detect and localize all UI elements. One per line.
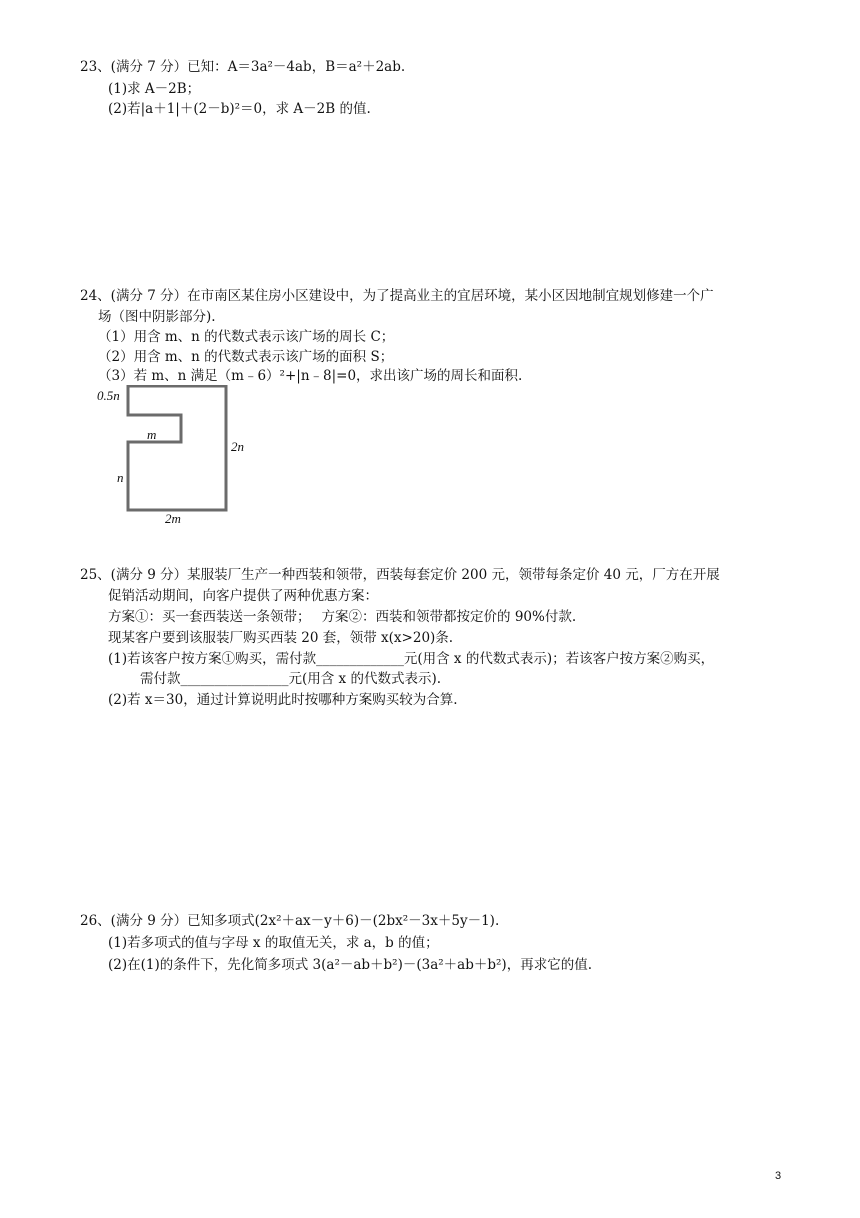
q24-part2: （2）用含 m、n 的代数式表示该广场的面积 S；: [98, 349, 394, 365]
q24-header-cont: 场（图中阴影部分).: [98, 309, 216, 325]
q26-part1: (1)若多项式的值与字母 x 的取值无关，求 a，b 的值；: [108, 935, 439, 951]
q25-header: 25、(满分 9 分）某服装厂生产一种西装和领带，西装每套定价 200 元，领带每条定价 40 元，厂方在开展: [80, 567, 720, 583]
q25-header-cont: 促销活动期间，向客户提供了两种优惠方案：: [108, 588, 378, 604]
q25-plans: 方案①：买一套西装送一条领带； 方案②：西装和领带都按定价的 90%付款.: [108, 609, 577, 625]
plaza-outline: [128, 386, 226, 510]
q25-part2: (2)若 x＝30，通过计算说明此时按哪种方案购买较为合算.: [108, 692, 458, 708]
q25-part1-cont: 需付款________________元(用含 x 的代数式表示).: [140, 671, 442, 687]
q24-part1: （1）用含 m、n 的代数式表示该广场的周长 C；: [98, 329, 395, 345]
figure-label-notch: m: [147, 427, 157, 442]
q25-purchase: 现某客户要到该服装厂购买西装 20 套，领带 x(x>20)条.: [108, 630, 454, 646]
figure-label-left: n: [117, 470, 124, 485]
q26-header: 26、(满分 9 分）已知多项式(2x²＋ax－y＋6)－(2bx²－3x＋5y－1).: [80, 913, 500, 929]
figure-label-right: 2n: [231, 439, 244, 454]
q24-figure: [95, 385, 265, 530]
q23-header: 23、(满分 7 分）已知：A＝3a²－4ab，B＝a²＋2ab.: [80, 59, 406, 75]
q26-part2: (2)在(1)的条件下，先化简多项式 3(a²－ab＋b²)－(3a²＋ab＋b²)，再求它的值.: [108, 957, 592, 973]
q25-part1: (1)若该客户按方案①购买，需付款_____________元(用含 x 的代数式表示)；若该客户按方案②购买，: [108, 651, 715, 667]
q23-part2: (2)若|a＋1|＋(2－b)²＝0，求 A－2B 的值.: [108, 101, 371, 117]
page-number: 3: [775, 1170, 782, 1182]
q23-part1: (1)求 A－2B；: [108, 81, 201, 97]
q24-header: 24、(满分 7 分）在市南区某住房小区建设中，为了提高业主的宜居环境，某小区因地制宜规划修建一个广: [80, 288, 714, 304]
figure-label-bottom: 2m: [165, 511, 181, 526]
q24-part3: （3）若 m、n 满足（m﹣6）²+|n﹣8|=0，求出该广场的周长和面积.: [98, 368, 523, 384]
figure-label-top-left: 0.5n: [97, 388, 120, 403]
